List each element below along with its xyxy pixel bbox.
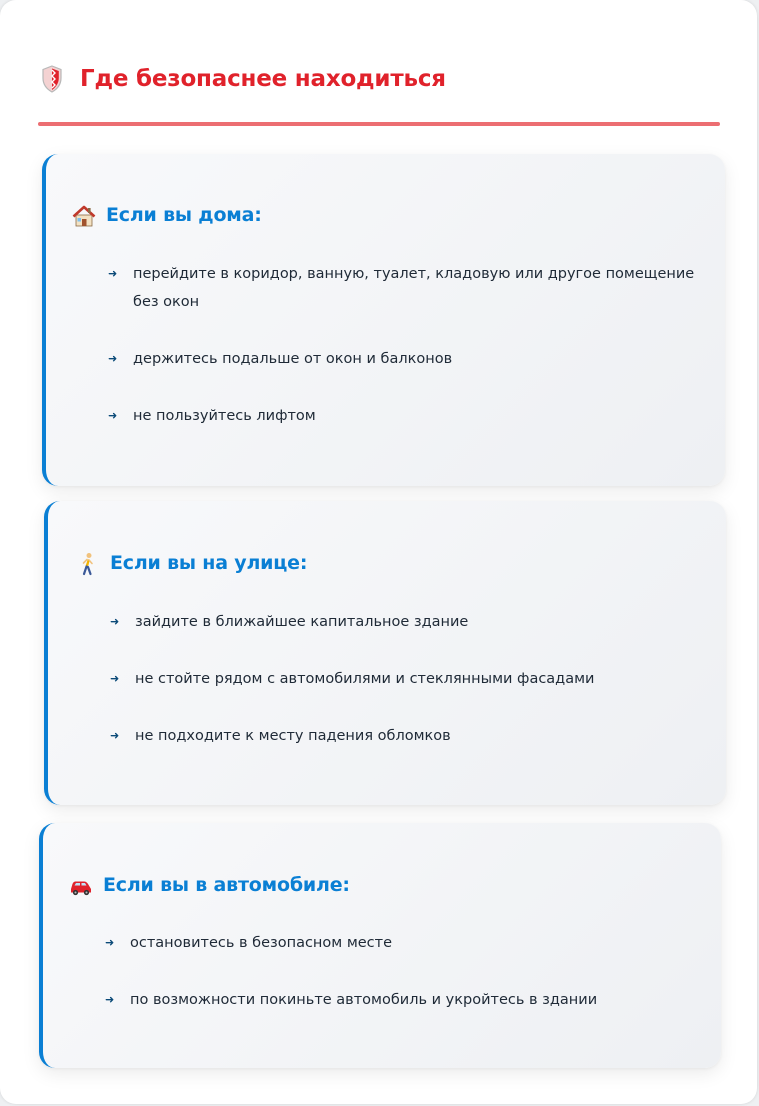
list-item-text: перейдите в коридор, ванную, туалет, кладовую или другое помещение без окон	[133, 266, 695, 310]
list-item	[110, 608, 710, 636]
arrow-right-icon: ➜	[108, 267, 118, 280]
arrow-right-icon: ➜	[110, 729, 120, 742]
instruction-list	[108, 260, 708, 430]
list-item-text: зайдите в ближайшее капитальное здание	[135, 614, 469, 630]
list-item	[108, 402, 708, 430]
instruction-list	[105, 929, 705, 1014]
arrow-right-icon: ➜	[105, 936, 115, 949]
list-item-text: по возможности покиньте автомобиль и укройтесь в здании	[130, 992, 598, 1008]
section-card-street	[44, 501, 726, 805]
list-item	[108, 260, 708, 316]
page-title: Где безопаснее находиться	[80, 66, 446, 92]
section-title: Если вы на улице:	[110, 552, 308, 574]
house-icon	[72, 204, 96, 228]
list-item-text: не пользуйтесь лифтом	[133, 408, 316, 424]
instruction-list	[110, 608, 710, 750]
walking-person-icon	[76, 552, 100, 576]
list-item	[105, 929, 705, 957]
section-card-home	[42, 154, 725, 486]
list-item-text: не стойте рядом с автомобилями и стеклянными фасадами	[135, 671, 595, 687]
arrow-right-icon: ➜	[110, 615, 120, 628]
arrow-right-icon: ➜	[105, 993, 115, 1006]
header-divider	[38, 122, 720, 126]
list-item-text: не подходите к месту падения обломков	[135, 728, 451, 744]
list-item	[108, 345, 708, 373]
arrow-right-icon: ➜	[108, 409, 118, 422]
arrow-right-icon: ➜	[110, 672, 120, 685]
page-header	[38, 62, 720, 102]
section-title: Если вы в автомобиле:	[103, 874, 350, 896]
arrow-right-icon: ➜	[108, 352, 118, 365]
list-item	[110, 665, 710, 693]
car-icon	[69, 874, 93, 898]
section-card-car	[39, 823, 721, 1068]
list-item	[105, 986, 705, 1014]
list-item-text: держитесь подальше от окон и балконов	[133, 351, 453, 367]
list-item	[110, 722, 710, 750]
list-item-text: остановитесь в безопасном месте	[130, 935, 393, 951]
section-title: Если вы дома:	[106, 204, 262, 226]
shield-icon	[41, 65, 63, 93]
